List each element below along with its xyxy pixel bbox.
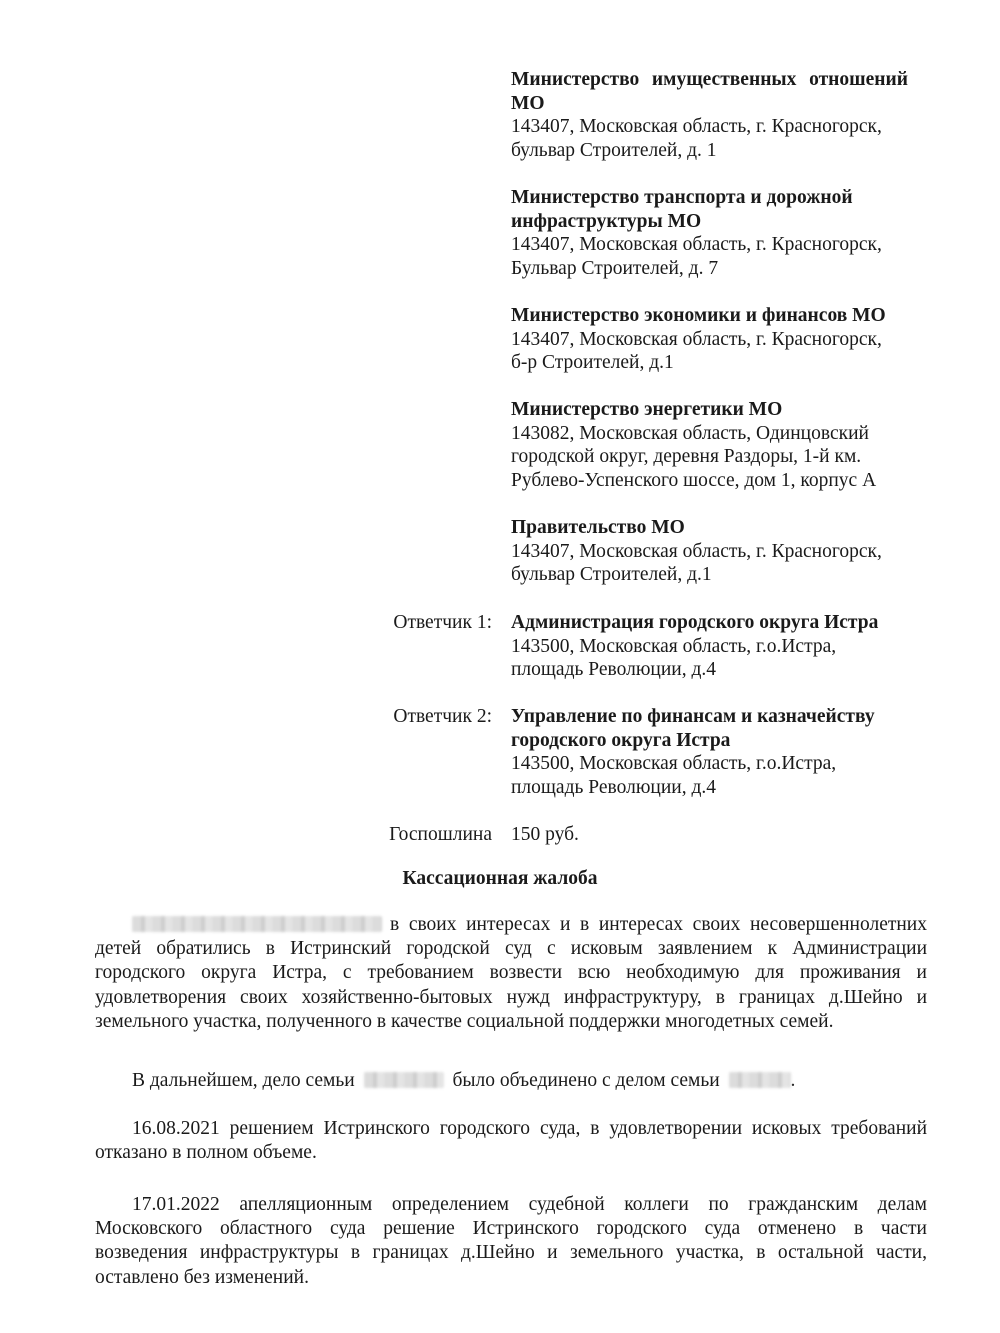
recipient-address-line: 143082, Московская область, Одинцовский xyxy=(511,422,869,444)
paragraph xyxy=(95,1193,927,1290)
recipient-name: Министерство энергетики МО xyxy=(511,399,783,420)
recipient-block xyxy=(511,186,908,280)
paragraph-line: оставлено без изменений. xyxy=(95,1266,309,1288)
recipient-name: Министерство экономики и финансов МО xyxy=(511,305,886,326)
respondent-address-line: площадь Революции, д.4 xyxy=(511,776,716,798)
respondent-name: Администрация городского округа Истра xyxy=(511,612,879,633)
respondent-address-line: площадь Революции, д.4 xyxy=(511,659,716,681)
respondent-role-label: Ответчик 2: xyxy=(393,706,492,727)
recipient-address-line: бульвар Строителей, д.1 xyxy=(511,564,712,586)
paragraph-line: 16.08.2021 решением Истринского городского суда, в удовлетворении исковых требований xyxy=(132,1118,927,1139)
recipient-name: Министерство транспорта и дорожной xyxy=(511,187,853,208)
recipient-address-line: бульвар Строителей, д. 1 xyxy=(511,139,717,161)
paragraph-line: отказано в полном объеме. xyxy=(95,1142,317,1164)
recipient-address-line: 143407, Московская область, г. Красногорск, xyxy=(511,540,882,562)
paragraph-line: детей обратились в Истринский городской суд с исковым заявлением к Администрации xyxy=(95,938,927,960)
recipient-address-line: городской округ, деревня Раздоры, 1-й км. xyxy=(511,446,862,468)
paragraph-line: возведения инфраструктуры в границах д.Шейно и земельного участка, в остальной части, xyxy=(95,1242,927,1264)
respondent-block xyxy=(511,611,908,682)
respondent-block xyxy=(511,705,908,799)
paragraph-line: городского округа Истра, с требованием возвести всю необходимую для проживания и xyxy=(95,962,927,984)
recipient-address-line: 143407, Московская область, г. Красногорск, xyxy=(511,328,882,350)
respondent-role-label: Ответчик 1: xyxy=(393,612,492,633)
respondent-name: городского округа Истра xyxy=(511,729,731,751)
redacted-name xyxy=(132,916,382,932)
recipient-name: инфраструктуры МО xyxy=(511,210,702,232)
recipient-address-line: 143407, Московская область, г. Красногорск, xyxy=(511,234,882,256)
recipient-name: Министерство имущественных отношений МО xyxy=(511,69,908,114)
document-title: Кассационная жалоба xyxy=(402,868,598,889)
paragraph-line: в своих интересах и в интересах своих несовершеннолетних xyxy=(95,913,927,937)
recipient-address-line: Рублево-Успенского шоссе, дом 1, корпус А xyxy=(511,469,877,491)
paragraph xyxy=(95,913,927,1034)
paragraph: В дальнейшем, дело семьи было объединено с делом семьи . xyxy=(132,1070,796,1091)
paragraph-line: земельного участка, полученного в качестве социальной поддержки многодетных семей. xyxy=(95,1010,834,1032)
recipient-block xyxy=(511,68,908,162)
redacted-surname xyxy=(364,1072,444,1088)
paragraph-line: удовлетворения своих хозяйственно-бытовых нужд инфраструктуру, в границах д.Шейно и xyxy=(95,986,927,1008)
paragraph xyxy=(95,1117,927,1165)
fee-label: Госпошлина xyxy=(389,824,492,845)
paragraph-line: 17.01.2022 апелляционным определением судебной коллеги по гражданским делам xyxy=(132,1194,927,1215)
recipient-block xyxy=(511,398,908,492)
recipient-block xyxy=(511,516,908,587)
recipient-block xyxy=(511,304,908,375)
redacted-surname xyxy=(729,1072,791,1088)
respondent-name: Управление по финансам и казначейству xyxy=(511,706,875,727)
fee-value: 150 руб. xyxy=(511,824,579,845)
recipient-address-line: 143407, Московская область, г. Красногорск, xyxy=(511,116,882,138)
recipient-address-line: б-р Строителей, д.1 xyxy=(511,352,674,374)
recipient-address-line: Бульвар Строителей, д. 7 xyxy=(511,257,719,279)
recipient-name: Правительство МО xyxy=(511,517,685,538)
paragraph-line: Московского областного суда решение Истринского городского суда отменено в части xyxy=(95,1218,927,1240)
respondent-address-line: 143500, Московская область, г.о.Истра, xyxy=(511,635,837,657)
respondent-address-line: 143500, Московская область, г.о.Истра, xyxy=(511,753,837,775)
